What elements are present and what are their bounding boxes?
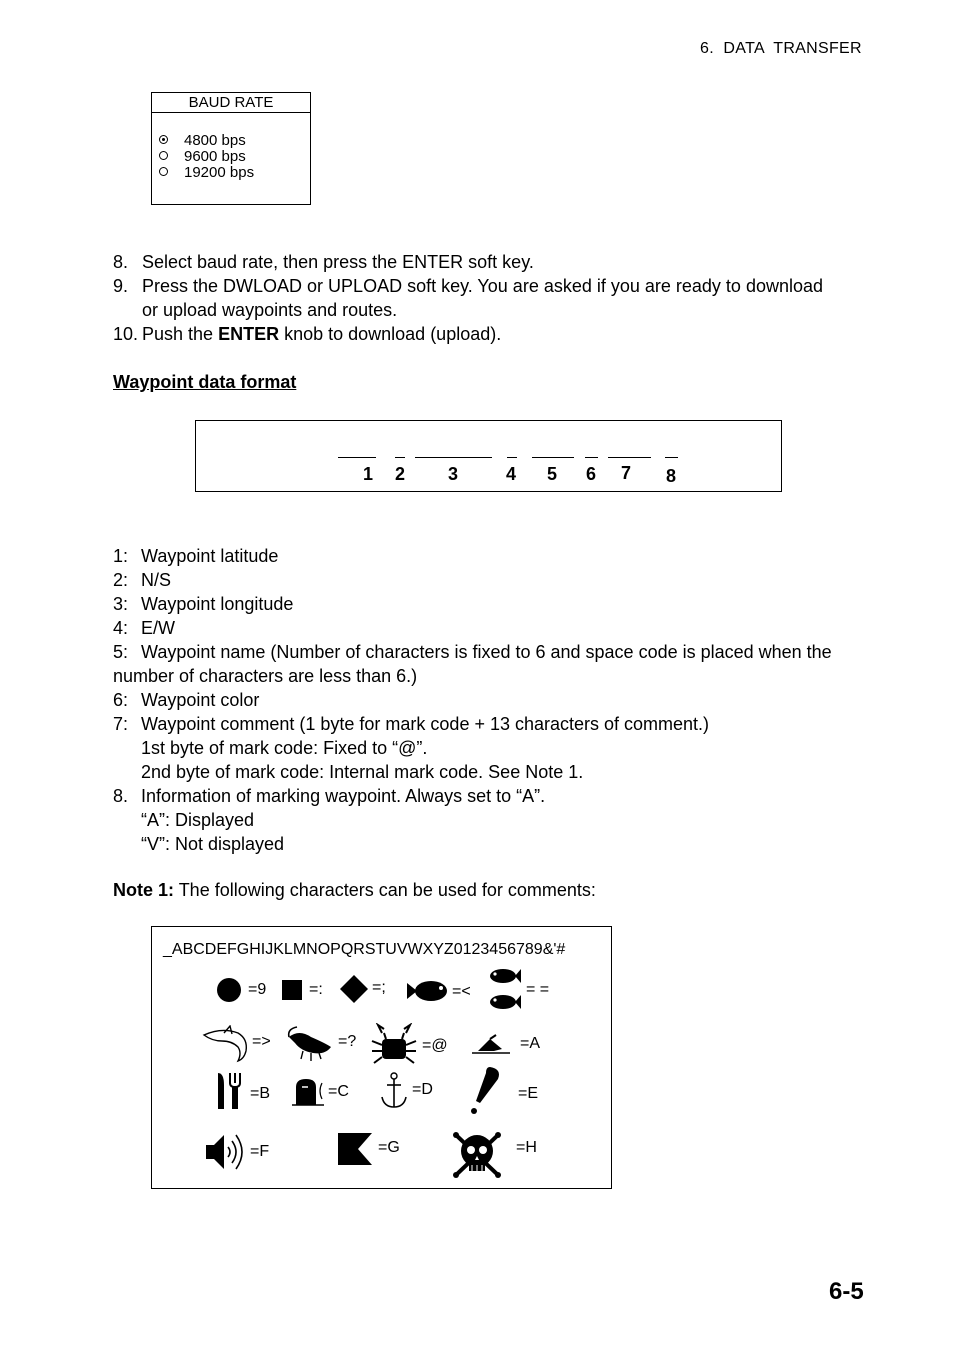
field-item-3: 3: Waypoint longitude [113, 594, 294, 614]
allowed-characters: _ABCDEFGHIJKLMNOPQRSTUVWXYZ0123456789&'# [163, 941, 566, 958]
exclamation-icon [466, 1065, 506, 1117]
field-number: 1 [363, 464, 374, 484]
field-line [395, 457, 405, 458]
field-line [532, 457, 574, 458]
field-line [665, 457, 678, 458]
waypoint-format-box [195, 420, 782, 492]
field-item-8-sub: “A”: Displayed [141, 810, 255, 830]
mark-code: =: [309, 981, 323, 998]
baud-option-9600[interactable]: 9600 bps [159, 149, 246, 165]
mark-code: =F [250, 1143, 270, 1160]
section-heading: Waypoint data format [113, 372, 297, 392]
fish-icon [405, 977, 449, 1005]
field-number: 3 [448, 464, 459, 484]
filled-diamond-icon [339, 974, 369, 1004]
mark-code: =9 [248, 981, 267, 998]
radio-icon[interactable] [159, 167, 168, 176]
field-item-6: 6: Waypoint color [113, 690, 260, 710]
mark-code: =? [338, 1033, 357, 1050]
wreck-icon [470, 1033, 512, 1057]
mark-code: =D [412, 1081, 433, 1098]
step-9-continued: or upload waypoints and routes. [142, 300, 398, 320]
mark-code: =< [452, 983, 471, 1000]
field-item-5-wrap: number of characters are less than 6.) [113, 666, 418, 686]
mark-code: =G [378, 1139, 400, 1156]
field-item-4: 4: E/W [113, 618, 175, 638]
shrimp-icon [285, 1025, 335, 1063]
field-line [507, 457, 517, 458]
field-item-5: 5: Waypoint name (Number of characters is fixed to 6 and space code is placed when the [113, 642, 832, 662]
step-9: 9. Press the DWLOAD or UPLOAD soft key. You are asked if you are ready to download [113, 276, 824, 296]
skull-crossbones-icon [452, 1129, 502, 1181]
baud-option-19200[interactable]: 19200 bps [159, 165, 254, 181]
field-number: 6 [586, 464, 597, 484]
baud-rate-dialog [151, 92, 311, 205]
field-number: 8 [666, 466, 677, 486]
field-line [585, 457, 598, 458]
mark-code: =B [250, 1085, 271, 1102]
filled-circle-icon [215, 976, 243, 1004]
fork-knife-icon [214, 1071, 244, 1111]
filled-square-icon [281, 979, 303, 1001]
mark-code: = = [526, 981, 550, 998]
mark-code: =E [518, 1085, 539, 1102]
baud-option-4800[interactable]: 4800 bps [159, 133, 246, 149]
character-table [151, 926, 612, 1189]
field-number: 4 [506, 464, 517, 484]
radio-selected-icon[interactable] [159, 135, 168, 144]
flag-icon [338, 1133, 374, 1167]
step-8: 8. Select baud rate, then press the ENTER soft key. [113, 252, 534, 272]
section-header: 6. DATA TRANSFER [700, 40, 862, 57]
step-10: 10. Push the ENTER knob to download (upload). [113, 324, 502, 344]
field-item-8-sub: “V”: Not displayed [141, 834, 285, 854]
field-item-7-sub: 2nd byte of mark code: Internal mark code. See Note 1. [141, 762, 584, 782]
field-line [608, 457, 651, 458]
radio-icon[interactable] [159, 151, 168, 160]
mark-code: => [252, 1033, 271, 1050]
two-fish-icon [487, 967, 523, 1015]
crab-icon [370, 1023, 418, 1067]
field-number: 2 [395, 464, 406, 484]
field-line [415, 457, 492, 458]
field-item-7-sub: 1st byte of mark code: Fixed to “@”. [141, 738, 428, 758]
mark-code: =; [372, 979, 386, 996]
field-number: 7 [621, 463, 632, 483]
mark-code: =C [328, 1083, 349, 1100]
baud-rate-title: BAUD RATE [152, 93, 310, 113]
note-1: Note 1: The following characters can be used for comments: [113, 880, 596, 900]
mark-code: =H [516, 1139, 537, 1156]
field-item-1: 1: Waypoint latitude [113, 546, 279, 566]
dolphin-icon [202, 1025, 252, 1063]
mark-code: =@ [422, 1037, 448, 1054]
field-item-2: 2: N/S [113, 570, 172, 590]
field-item-7: 7: Waypoint comment (1 byte for mark code + 13 characters of comment.) [113, 714, 710, 734]
anchor-icon [380, 1071, 408, 1111]
field-line [338, 457, 376, 458]
mark-code: =A [520, 1035, 541, 1052]
field-number: 5 [547, 464, 558, 484]
tombstone-icon [292, 1077, 326, 1107]
speaker-icon [204, 1131, 246, 1173]
page-number: 6-5 [829, 1278, 864, 1305]
field-item-8: 8. Information of marking waypoint. Always set to “A”. [113, 786, 546, 806]
